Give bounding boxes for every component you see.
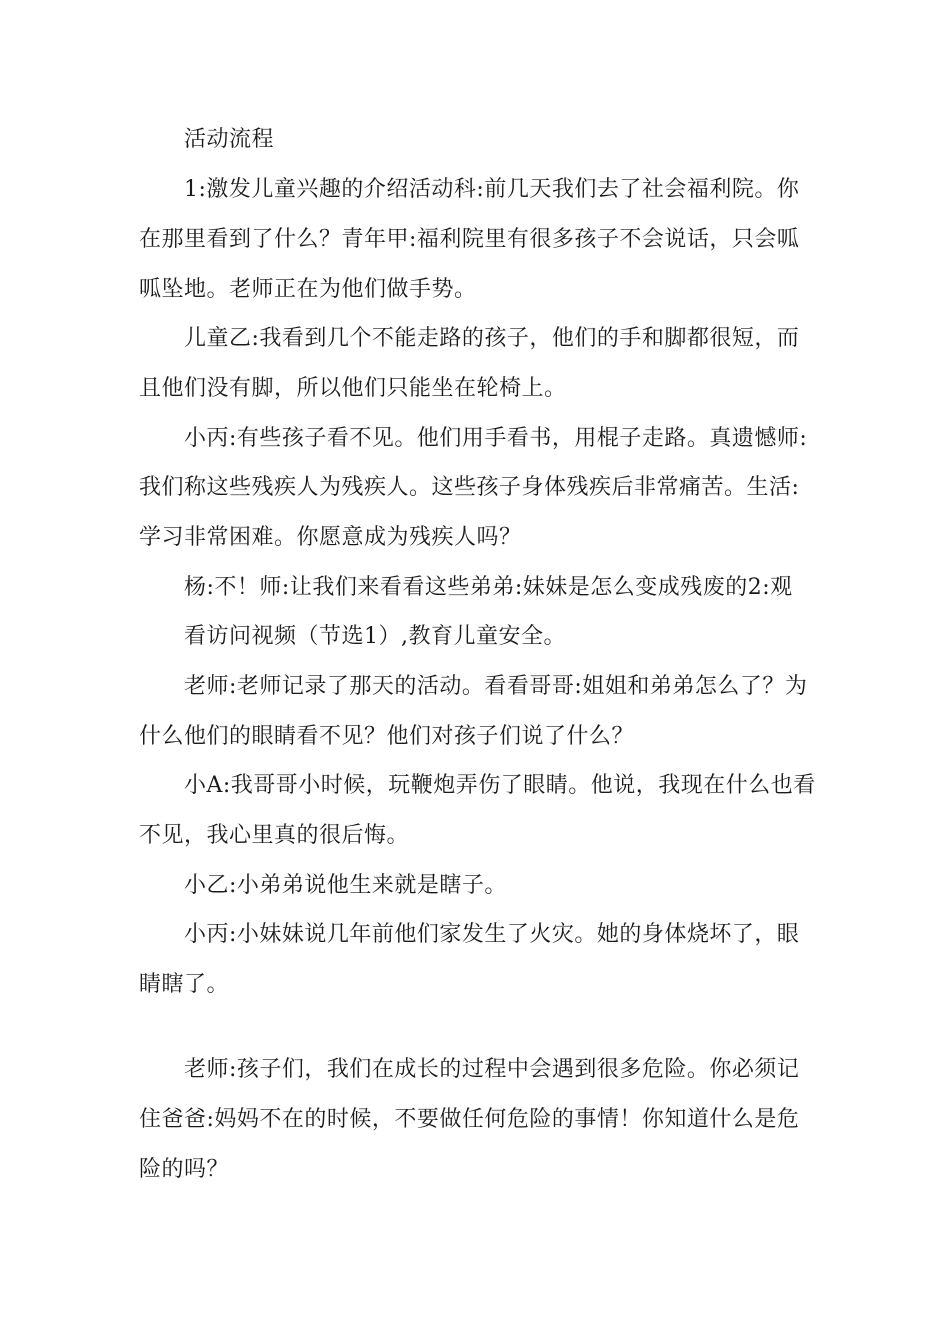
- paragraph-line: 睛瞎了。: [139, 972, 230, 997]
- paragraph-line: 在那里看到了什么？青年甲:福利院里有很多孩子不会说话，只会呱: [139, 227, 800, 252]
- paragraph-line: 小丙:小妹妹说几年前他们家发生了火灾。她的身体烧坏了，眼: [184, 922, 800, 947]
- paragraph-line: 险的吗？: [139, 1157, 230, 1182]
- paragraph-line: 1:激发儿童兴趣的介绍活动科:前几天我们去了社会福利院。你: [184, 177, 800, 202]
- paragraph-line: 杨:不！师:让我们来看看这些弟弟:妹妹是怎么变成残废的2:观: [184, 575, 793, 600]
- section-heading: 活动流程: [184, 127, 275, 152]
- paragraph-line: 住爸爸:妈妈不在的时候，不要做任何危险的事情！你知道什么是危: [139, 1107, 800, 1132]
- paragraph-line: 不见，我心里真的很后悔。: [139, 823, 410, 848]
- paragraph-line: 我们称这些残疾人为残疾人。这些孩子身体残疾后非常痛苦。生活:: [139, 475, 800, 500]
- paragraph-line: 小A:我哥哥小时候，玩鞭炮弄伤了眼睛。他说，我现在什么也看: [184, 773, 816, 798]
- paragraph-line: 小乙:小弟弟说他生来就是瞎子。: [184, 873, 507, 898]
- paragraph-line: 儿童乙:我看到几个不能走路的孩子，他们的手和脚都很短，而: [184, 326, 800, 351]
- paragraph-line: 呱坠地。老师正在为他们做手势。: [139, 277, 477, 302]
- paragraph-line: 学习非常困难。你愿意成为残疾人吗？: [139, 525, 522, 550]
- paragraph-line: 且他们没有脚，所以他们只能坐在轮椅上。: [139, 376, 567, 401]
- paragraph-line: 老师:老师记录了那天的活动。看看哥哥:姐姐和弟弟怎么了？为: [184, 674, 808, 699]
- paragraph-line: 老师:孩子们，我们在成长的过程中会遇到很多危险。你必须记: [184, 1057, 800, 1082]
- paragraph-line: 什么他们的眼睛看不见？他们对孩子们说了什么？: [139, 724, 635, 749]
- paragraph-line: 看访问视频（节选1）,教育儿童安全。: [184, 624, 566, 649]
- paragraph-line: 小丙:有些孩子看不见。他们用手看书，用棍子走路。真遗憾师:: [184, 426, 808, 451]
